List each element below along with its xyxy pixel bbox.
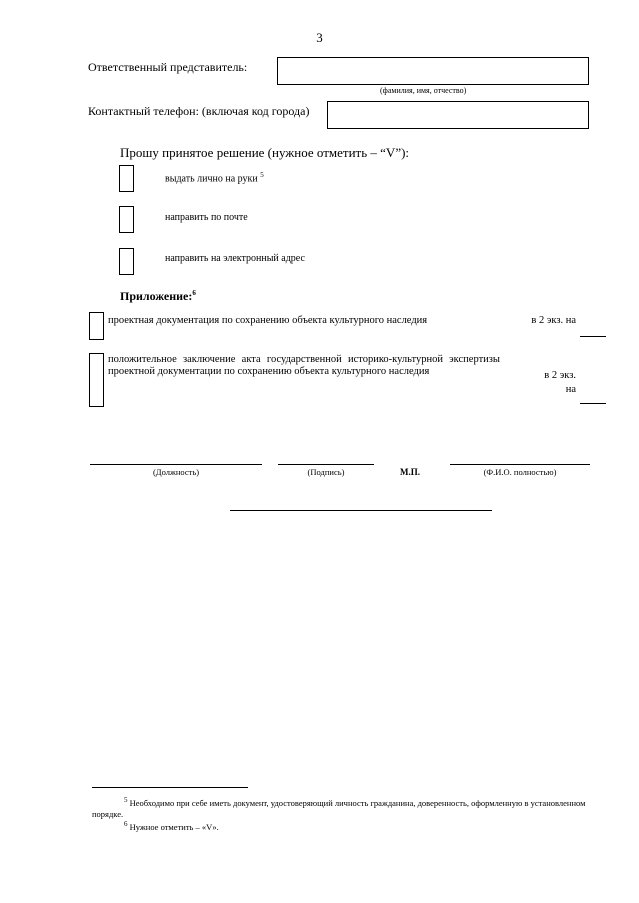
phone-field[interactable]	[327, 101, 589, 129]
attachment-heading-text: Приложение:	[120, 289, 193, 303]
decision-prompt: Прошу принятое решение (нужное отметить – “V”):	[120, 145, 410, 160]
footnote-separator	[92, 787, 248, 788]
phone-label: Контактный телефон: (включая код города)	[88, 104, 310, 118]
footnote-5-text: Необходимо при себе иметь документ, удостоверяющий личность гражданина, доверенность, оформленную в установленном порядке.	[92, 797, 586, 819]
attachment-1-checkbox[interactable]	[89, 312, 104, 340]
attachment-2-copies	[520, 369, 576, 397]
footnote-5	[92, 795, 597, 820]
fullname-caption: (Ф.И.О. полностью)	[483, 467, 557, 477]
fullname-line	[450, 464, 590, 465]
representative-field[interactable]	[277, 57, 589, 85]
footnote-ref-5: 5	[260, 171, 264, 179]
stamp-label: М.П.	[400, 467, 420, 477]
attachment-1-text: проектная документация по сохранению объекта культурного наследия	[108, 315, 428, 326]
position-caption: (Должность)	[152, 467, 200, 477]
attachment-2-copies-line2: на	[565, 384, 576, 395]
representative-label: Ответственный представитель:	[88, 60, 248, 74]
option-by-email-label: направить на электронный адрес	[165, 253, 305, 264]
option-by-mail-checkbox[interactable]	[119, 206, 134, 233]
footnote-6-text: Нужное отметить – «V».	[129, 821, 219, 832]
attachment-2-text: положительное заключение акта государственной историко-культурной экспертизы проектной документации по сохранению объекта культурного наследия	[108, 354, 500, 377]
attachment-2-sheets-line	[580, 403, 606, 404]
option-in-person-label: выдать лично на руки	[165, 173, 258, 185]
footnote-5-number: 5	[124, 796, 128, 804]
footnote-6-number: 6	[124, 820, 128, 828]
representative-caption: (фамилия, имя, отчество)	[380, 86, 467, 95]
attachment-heading	[120, 289, 196, 304]
signature-line	[278, 464, 374, 465]
attachment-2-checkbox[interactable]	[89, 353, 104, 407]
attachment-2-copies-line1: в 2 экз.	[544, 370, 576, 381]
signature-caption: (Подпись)	[307, 467, 345, 477]
option-in-person	[165, 171, 264, 184]
footnote-6	[92, 819, 597, 833]
separator-line	[230, 510, 492, 511]
option-by-email-checkbox[interactable]	[119, 248, 134, 275]
footnote-ref-6: 6	[192, 289, 196, 297]
option-by-mail-label: направить по почте	[165, 212, 248, 223]
option-in-person-checkbox[interactable]	[119, 165, 134, 192]
position-line	[90, 464, 262, 465]
attachment-1-sheets-line	[580, 336, 606, 337]
page-number: 3	[316, 30, 323, 45]
attachment-1-copies: в 2 экз. на	[531, 315, 576, 326]
